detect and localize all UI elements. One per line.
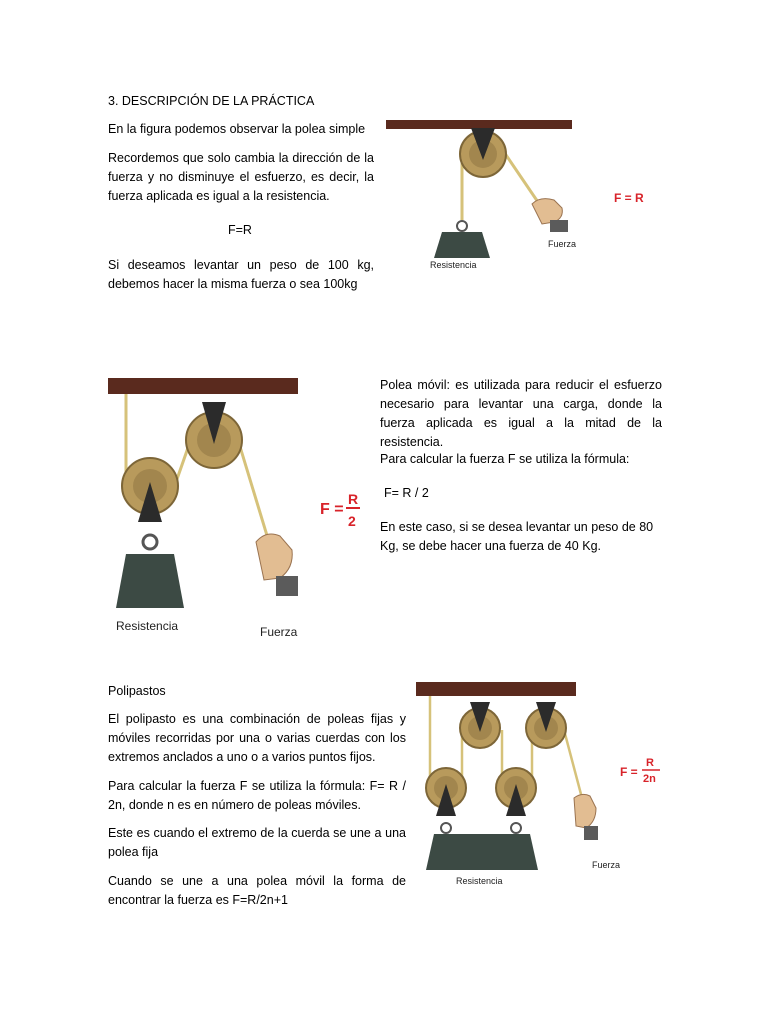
- force-label: Fuerza: [592, 860, 621, 870]
- polipasto-formula-lhs: F =: [620, 765, 638, 779]
- resistance-label: Resistencia: [116, 619, 179, 633]
- section-heading: 3. DESCRIPCIÓN DE LA PRÁCTICA: [108, 94, 315, 108]
- beam: [416, 682, 576, 696]
- movable-formula: F= R / 2: [384, 486, 429, 500]
- sleeve: [584, 826, 598, 840]
- force-label: Fuerza: [548, 239, 577, 249]
- resistance-label: Resistencia: [430, 260, 477, 270]
- rope: [564, 730, 582, 798]
- simple-pulley-formula: F=R: [228, 223, 252, 237]
- sleeve: [550, 220, 568, 232]
- simple-pulley-figure: [384, 112, 674, 277]
- weight: [426, 834, 538, 870]
- force-label: Fuerza: [260, 625, 298, 639]
- beam: [386, 120, 572, 129]
- weight-hook: [457, 221, 467, 231]
- intro-text: En la figura podemos observar la polea simple: [108, 122, 366, 136]
- polipastos-fixed-case: Este es cuando el extremo de la cuerda se une a una polea fija: [108, 826, 406, 859]
- weight-hook: [511, 823, 521, 833]
- polipastos-description: El polipasto es una combinación de poleas fijas y móviles recorridas por una o varias cuerdas con los extremos anclados a uno o a varios puntos fijos.: [108, 712, 406, 764]
- movable-formula-numerator: R: [348, 491, 359, 507]
- movable-formula-intro: Para calcular la fuerza F se utiliza la fórmula:: [380, 452, 630, 466]
- polipasto-figure: [414, 680, 674, 890]
- rope: [504, 152, 542, 208]
- movable-pulley-figure: [104, 372, 374, 644]
- hand: [574, 794, 596, 828]
- polipasto-formula-denominator: 2n: [643, 773, 656, 785]
- movable-example: En este caso, si se desea levantar un peso de 80 Kg, se debe hacer una fuerza de 40 Kg.: [380, 520, 654, 553]
- sleeve: [276, 576, 298, 596]
- polipastos-movable-case: Cuando se une a una polea móvil la forma de encontrar la fuerza es F=R/2n+1: [108, 874, 406, 907]
- movable-pulley-description: Polea móvil: es utilizada para reducir el esfuerzo necesario para levantar una carga, donde la fuerza aplicada es igual a la mitad de la resistencia.: [380, 378, 662, 449]
- movable-formula-lhs: F =: [320, 501, 344, 518]
- polipastos-heading: Polipastos: [108, 684, 166, 698]
- weight: [116, 554, 184, 608]
- resistance-label: Resistencia: [456, 876, 503, 886]
- movable-formula-denominator: 2: [348, 513, 356, 529]
- simple-pulley-formula-label: F = R: [614, 191, 644, 205]
- simple-pulley-description: Recordemos que solo cambia la dirección de la fuerza y no disminuye el esfuerzo, es decir, la fuerza aplicada es igual a la resistencia.: [108, 151, 374, 203]
- beam: [108, 378, 298, 394]
- weight: [434, 232, 490, 258]
- simple-pulley-example: Si deseamos levantar un peso de 100 kg, debemos hacer la misma fuerza o sea 100kg: [108, 258, 374, 291]
- polipastos-formula-text: Para calcular la fuerza F se utiliza la fórmula: F= R / 2n, donde n es en número de poleas móviles.: [108, 779, 406, 812]
- weight-hook: [441, 823, 451, 833]
- hand: [256, 534, 292, 580]
- polipasto-formula-numerator: R: [646, 757, 654, 769]
- weight-hook: [143, 535, 157, 549]
